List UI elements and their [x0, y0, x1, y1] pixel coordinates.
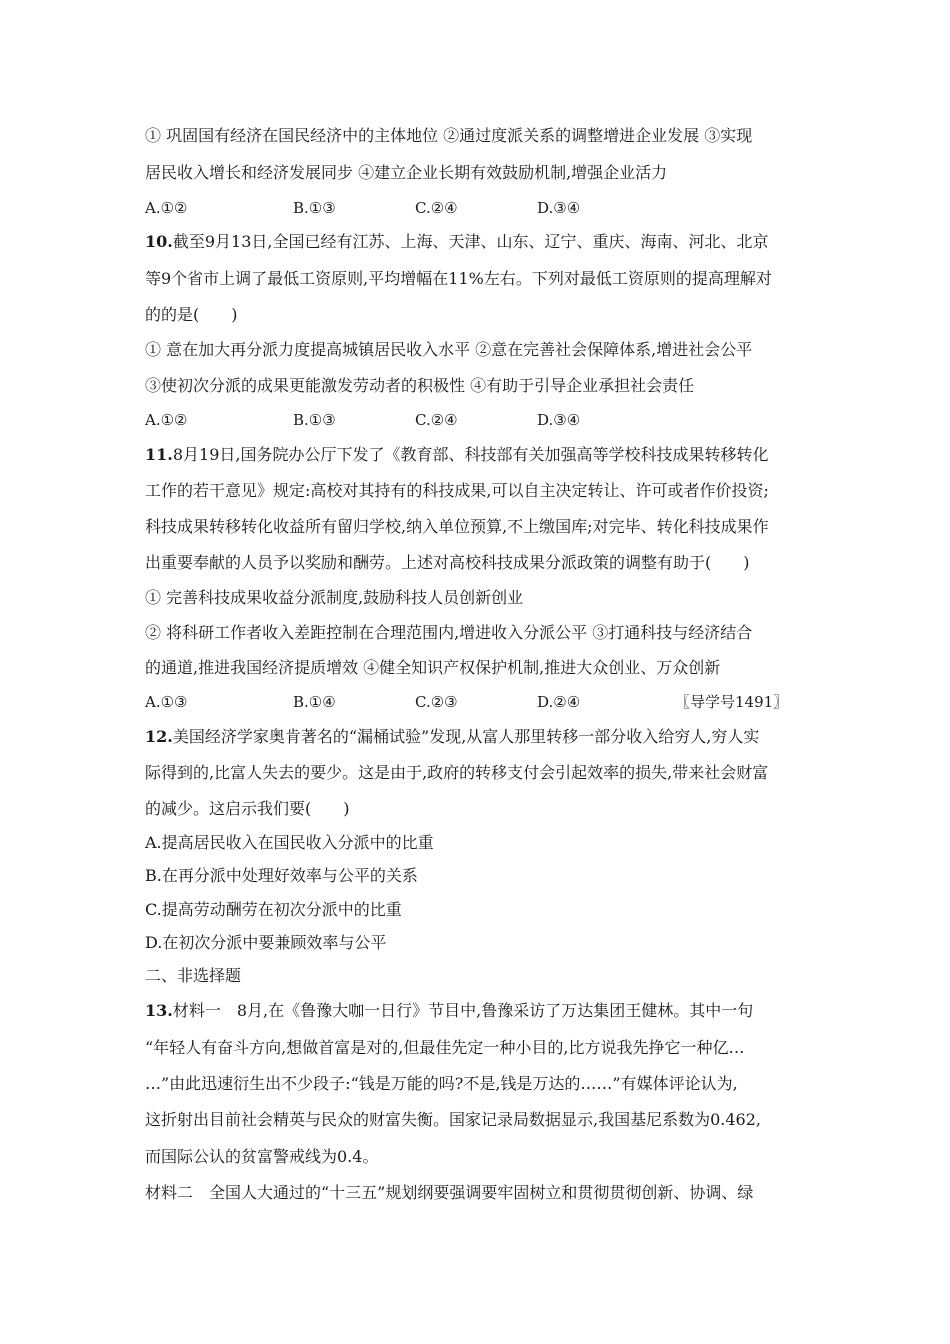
q11-option-b: B.①④: [293, 693, 336, 711]
q10-option-c: C.②④: [415, 411, 458, 429]
q9-option-b: B.①③: [293, 199, 336, 217]
q11-options: [145, 691, 810, 713]
q12-option-d: D.在初次分派中要兼顾效率与公平: [145, 933, 387, 952]
q10-statement-line-2: ③使初次分派的成果更能激发劳动者的积极性 ④有助于引导企业承担社会责任: [145, 376, 695, 395]
q11-stem-line-2: 工作的若干意见》规定:高校对其持有的科技成果,可以自主决定转让、许可或者作价投资;: [145, 481, 769, 500]
q11-stem-line-1: [145, 444, 810, 466]
q10-option-d: D.③④: [537, 411, 581, 429]
q12-stem-text: 美国经济学家奥肯著名的“漏桶试验”发现,从富人那里转移一部分收入给穷人,穷人实: [172, 727, 760, 746]
q9-statement-line-2: 居民收入增长和经济发展同步 ④建立企业长期有效鼓励机制,增强企业活力: [145, 163, 668, 182]
q11-statement-line-2: ② 将科研工作者收入差距控制在合理范围内,增进收入分派公平 ③打通科技与经济结合: [145, 623, 753, 642]
q13-number: 13.: [145, 1001, 173, 1020]
q13-material-line-6: 材料二 全国人大通过的“十三五”规划纲要强调要牢固树立和贯彻贯彻创新、协调、绿: [145, 1183, 754, 1202]
q9-option-d: D.③④: [537, 199, 581, 217]
q11-stem-line-4: 出重要奉献的人员予以奖励和酬劳。上述对高校科技成果分派政策的调整有助于( ): [145, 553, 750, 572]
q10-statement-line-1: ① 意在加大再分派力度提高城镇居民收入水平 ②意在完善社会保障体系,增进社会公平: [145, 340, 753, 359]
q12-option-c: C.提高劳动酬劳在初次分派中的比重: [145, 900, 402, 919]
q13-material-line-2: “年轻人有奋斗方向,想做首富是对的,但最佳先定一种小目的,比方说我先挣它一种亿…: [145, 1038, 745, 1057]
q13-material-text: 材料一 8月,在《鲁豫大咖一日行》节目中,鲁豫采访了万达集团王健林。其中一句: [172, 1001, 754, 1020]
q11-option-c: C.②③: [415, 693, 458, 711]
q12-number: 12.: [145, 727, 173, 746]
q10-stem-line-1: [145, 231, 810, 253]
q12-stem-line-3: 的减少。这启示我们要( ): [145, 799, 350, 818]
q11-stem-line-3: 科技成果转移转化收益所有留归学校,纳入单位预算,不上缴国库;对完毕、转化科技成果作: [145, 517, 769, 536]
q11-guide-reference: 〖导学号1491〗: [675, 693, 789, 711]
q12-stem-line-2: 际得到的,比富人失去的要少。这是由于,政府的转移支付会引起效率的损失,带来社会财富: [145, 763, 769, 782]
q9-option-c: C.②④: [415, 199, 458, 217]
q12-stem-line-1: [145, 726, 810, 748]
q10-options: [145, 409, 810, 431]
q13-material-line-5: 而国际公认的贫富警戒线为0.4。: [145, 1147, 379, 1166]
q10-number: 10.: [145, 232, 173, 251]
q11-option-d: D.②④: [537, 693, 581, 711]
q11-number: 11.: [145, 445, 173, 464]
q11-stem-text: 8月19日,国务院办公厅下发了《教育部、科技部有关加强高等学校科技成果转移转化: [172, 445, 769, 464]
q10-stem-line-2: 等9个省市上调了最低工资原则,平均增幅在11%左右。下列对最低工资原则的提高理解对: [145, 269, 772, 288]
section-heading: 二、非选择题: [145, 966, 242, 985]
q13-material-line-1: [145, 1000, 810, 1022]
q11-statement-line-1: ① 完善科技成果收益分派制度,鼓励科技人员创新创业: [145, 588, 524, 607]
q12-option-a: A.提高居民收入在国民收入分派中的比重: [145, 833, 434, 852]
q10-stem-text: 截至9月13日,全国已经有江苏、上海、天津、山东、辽宁、重庆、海南、河北、北京: [172, 232, 769, 251]
q9-option-a: A.①②: [145, 199, 188, 217]
q9-options: [145, 197, 810, 219]
q10-stem-line-3: 的的是( ): [145, 305, 238, 324]
q13-material-line-4: 这折射出目前社会精英与民众的财富失衡。国家记录局数据显示,我国基尼系数为0.462,: [145, 1110, 761, 1129]
q11-statement-line-3: 的通道,推进我国经济提质增效 ④健全知识产权保护机制,推进大众创业、万众创新: [145, 658, 721, 677]
q10-option-b: B.①③: [293, 411, 336, 429]
q12-option-b: B.在再分派中处理好效率与公平的关系: [145, 866, 418, 885]
q9-statement-line-1: ① 巩固国有经济在国民经济中的主体地位 ②通过度派关系的调整增进企业发展 ③实现: [145, 126, 753, 145]
q11-option-a: A.①③: [145, 693, 188, 711]
q10-option-a: A.①②: [145, 411, 188, 429]
q13-material-line-3: …”由此迅速衍生出不少段子:“钱是万能的吗?不是,钱是万达的……”有媒体评论认为,: [145, 1074, 738, 1093]
